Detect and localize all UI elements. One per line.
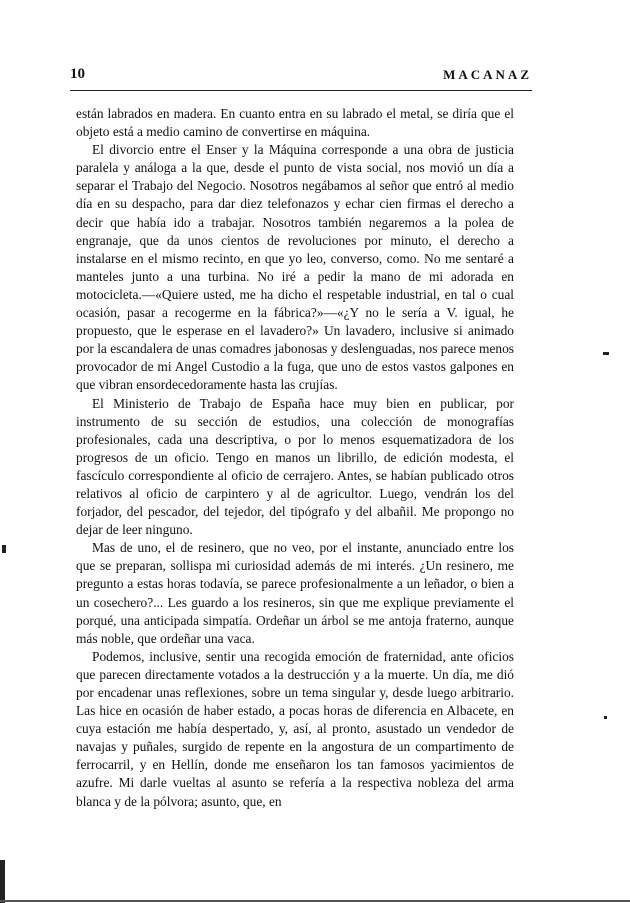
page-number: 10 bbox=[70, 66, 85, 82]
paragraph-5: Podemos, inclusive, sentir una recogida emoción de fraternidad, ante oficios que parecen directamente votados a la destrucción y a la muerte. Un día, me dió por encadenar unas reflexiones, sobre un tema singular y, desde luego arbitrario. Las hice en ocasión de haber estado, a pocas horas de diferencia en Albacete, en cuya estación me había despertado, y, así, al pronto, asustado un vendedor de navajas y puñales, surgido de repente en la angostura de un compartimento de ferrocarril, y en Hellín, donde me enseñaron los tan famosos yacimientos de azufre. Mi darle vueltas al asunto se refería a la respectiva nobleza del arma blanca y de la pólvora; asunto, que, en bbox=[76, 648, 514, 809]
margin-mark-right bbox=[603, 352, 609, 355]
paragraph-3: El Ministerio de Trabajo de España hace muy bien en publicar, por instrumento de su sección de estudios, una colección de monografías profesionales, cada una descriptiva, o por lo menos esquematizadora de los progresos de un oficio. Tengo en manos un librillo, de edición modesta, el fascículo correspondiente al oficio de cerrajero. Antes, se habían publicado otros relativos al oficio de carpintero y al de agricultor. Luego, vendrán los del forjador, del pescador, del tejedor, del tipógrafo y del albañil. Me propongo no dejar de leer ninguno. bbox=[76, 395, 514, 538]
margin-mark-left bbox=[2, 545, 6, 553]
header-rule bbox=[70, 90, 532, 91]
paragraph-2: El divorcio entre el Enser y la Máquina corresponde a una obra de justicia paralela y análoga a la que, desde el punto de vista social, nos movió un día a separar el Trabajo del Negocio. Nosotros negábamos al señor que entró al medio día en su despacho, para dar diez telefonazos y echar cien firmas el derecho a decir que había ido a trabajar. Nosotros también negaremos a la polea de engranaje, que da unos cientos de revoluciones por minuto, el derecho a instalarse en el mismo recinto, en que yo leo, converso, como. No me sentaré a manteles junto a una turbina. No iré a pedir la mano de mi adorada en motocicleta.—«Quiere usted, me ha dicho el respetable industrial, en tal o cual ocasión, pasar a recogerme en la fábrica?»—«¿Y no le sería a V. igual, he propuesto, que le esperase en el lavadero?» Un lavadero, inclusive si animado por la escandalera de unas comadres jabonosas y deslenguadas, nos parece menos provocador de mi Angel Custodio a la fuga, que uno de estos vastos galpones en que vibran ensordecedoramente hasta las crujías. bbox=[76, 142, 515, 393]
paragraph-1: están labrados en madera. En cuanto entra en su labrado el metal, se diría que el objeto está a medio camino de convertirse en máquina. bbox=[76, 106, 514, 140]
margin-mark-right-small bbox=[604, 716, 607, 719]
scan-edge-left bbox=[0, 860, 5, 903]
body-text bbox=[76, 105, 514, 811]
running-head: MACANAZ bbox=[443, 67, 532, 82]
paragraph-4: Mas de uno, el de resinero, que no veo, por el instante, anunciado entre los que se preparan, sollispa mi curiosidad además de mi interés. ¿Un resinero, me pregunto a estas horas todavía, se parece profesionalmente a un leñador, o bien a un cosechero?... Les guardo a los resineros, sin que me explique previamente el porqué, una anticipada simpatía. Ordeñar un árbol se me antoja fraterno, aunque más noble, que ordeñar una vaca. bbox=[76, 540, 514, 646]
scan-edge-bottom bbox=[0, 900, 630, 902]
